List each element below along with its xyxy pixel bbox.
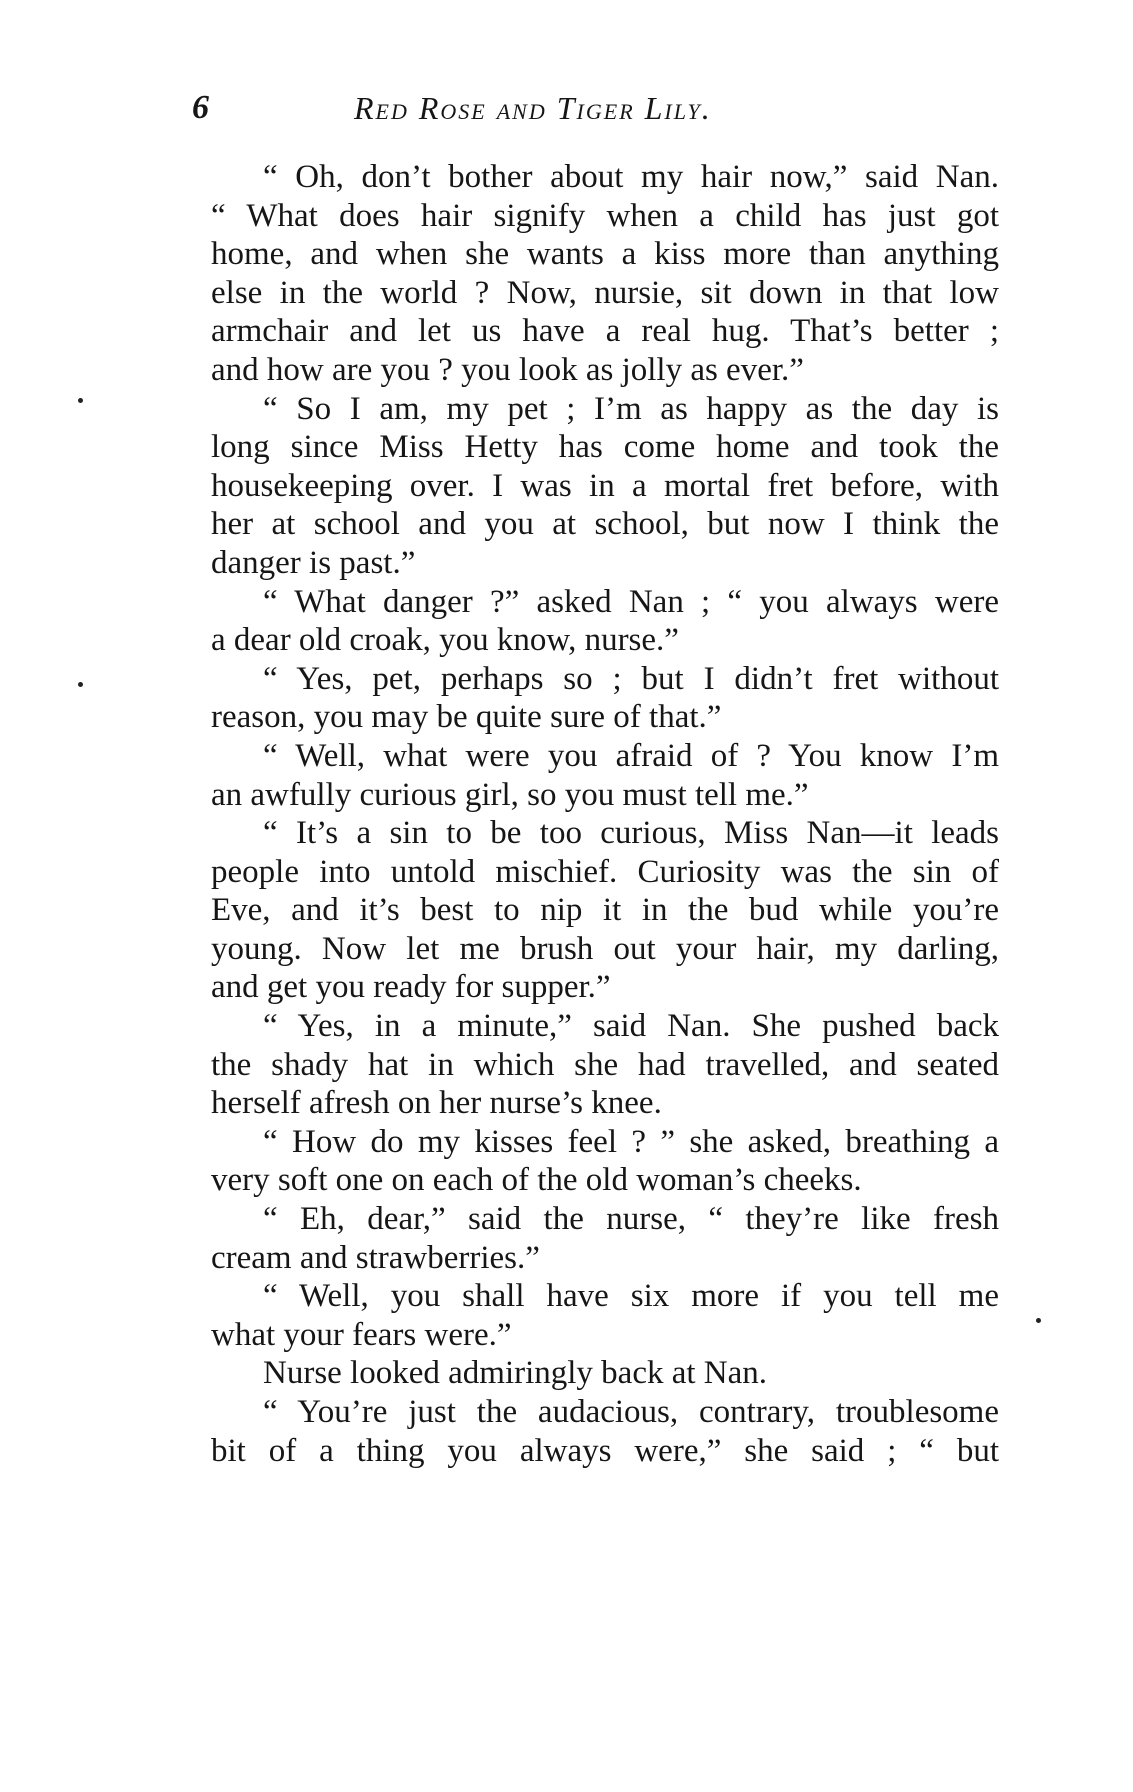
text-line: home, and when she wants a kiss more than anything [211,236,999,273]
text-line: “ How do my kisses feel ? ” she asked, breathing a [263,1123,999,1160]
paragraph [211,1007,999,1123]
text-line: and get you ready for supper.” [211,969,611,1006]
text-line: long since Miss Hetty has come home and took the [211,429,999,466]
text-line: housekeeping over. I was in a mortal fret before, with [211,467,999,504]
text-line: very soft one on each of the old woman’s cheeks. [211,1162,862,1199]
paragraph [211,1123,999,1200]
text-line: reason, you may be quite sure of that.” [211,699,722,736]
paragraph [211,814,999,1007]
text-line: “ Well, what were you afraid of ? You know I’m [263,737,999,774]
text-line: an awfully curious girl, so you must tell me.” [211,776,809,813]
text-line: and how are you ? you look as jolly as ever.” [211,351,804,388]
body-text [211,158,999,1470]
text-line: a dear old croak, you know, nurse.” [211,622,679,659]
paragraph [211,660,999,737]
text-line: Nurse looked admiringly back at Nan. [263,1355,768,1392]
text-line: “ So I am, my pet ; I’m as happy as the day is [263,390,999,427]
page-number: 6 [192,89,209,126]
text-line: what your fears were.” [211,1316,512,1353]
text-line: Eve, and it’s best to nip it in the bud while you’re [211,892,999,929]
text-line: cream and strawberries.” [211,1239,540,1276]
paragraph [211,1393,999,1470]
paragraph [211,1200,999,1277]
text-line: “ You’re just the audacious, contrary, troublesome [263,1394,999,1430]
text-line: “ What danger ?” asked Nan ; “ you always were [263,583,999,620]
text-line: “ Yes, pet, perhaps so ; but I didn’t fret without [263,660,999,697]
paragraph [211,583,999,660]
text-line: “ It’s a sin to be too curious, Miss Nan—it leads [263,815,999,852]
text-line: “ Yes, in a minute,” said Nan. She pushed back [263,1008,999,1045]
text-line: people into untold mischief. Curiosity was the sin of [211,853,999,890]
paragraph [211,1277,999,1354]
page-header [184,84,1000,132]
text-line: “ What does hair signify when a child has just got [211,197,999,234]
text-line: danger is past.” [211,544,416,581]
text-line: the shady hat in which she had travelled, and seated [211,1046,999,1083]
scan-speck [78,398,83,403]
scan-speck [1036,1318,1041,1323]
text-line: herself afresh on her nurse’s knee. [211,1085,662,1122]
text-line: else in the world ? Now, nursie, sit down in that low [211,274,999,311]
running-title: Red Rose and Tiger Lily. [354,90,712,126]
text-line: young. Now let me brush out your hair, my darling, [211,930,999,967]
paragraph [211,737,999,814]
paragraph [211,390,999,583]
text-line: her at school and you at school, but now I think the [211,506,999,543]
text-line: armchair and let us have a real hug. That’s better ; [211,313,999,350]
text-line: “ Oh, don’t bother about my hair now,” said Nan. [263,159,999,195]
paragraph [211,158,999,390]
text-line: bit of a thing you always were,” she said ; “ but [211,1432,999,1469]
text-line: “ Well, you shall have six more if you tell me [263,1278,999,1315]
paragraph [211,1354,999,1393]
scan-speck [78,682,83,687]
text-line: “ Eh, dear,” said the nurse, “ they’re like fresh [263,1201,999,1238]
